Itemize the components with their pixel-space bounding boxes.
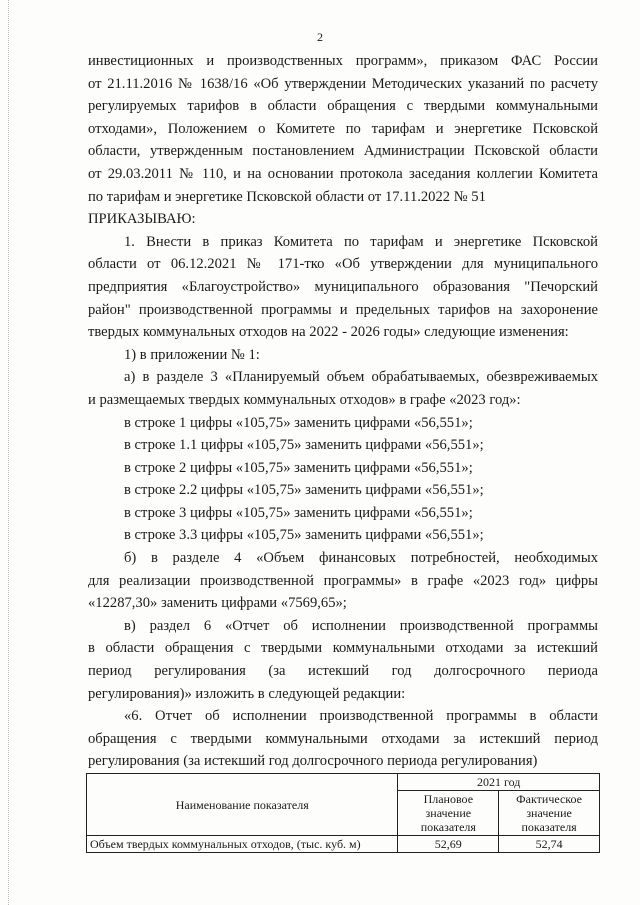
row-fact: 52,74 (499, 836, 600, 853)
section-6-line: «6. Отчет об исполнении производственной программы в области (124, 708, 598, 725)
intro-line: отходами», Положением о Комитете по тарифам и энергетике Псковской (88, 120, 598, 137)
col-plan-header: Плановое значение показателя (398, 791, 499, 836)
col-fact-header: Фактическое значение показателя (499, 791, 600, 836)
year-header: 2021 год (398, 774, 600, 791)
sub-item-a (88, 366, 598, 411)
row-name: Объем твердых коммунальных отходов, (тыс. куб. м) (87, 836, 398, 853)
row-change-item: в строке 2.2 цифры «105,75» заменить цифрами «56,551»; (124, 482, 484, 499)
sub-item-c (88, 615, 598, 705)
row-plan: 52,69 (398, 836, 499, 853)
item-1-line: области от 06.12.2021 № 171-тко «Об утверждении для муниципального (88, 256, 598, 273)
sub-item-c-line: регулирования)» изложить в следующей редакции: (88, 685, 406, 702)
page-number: 2 (317, 30, 323, 44)
sub-item-b-line: б) в разделе 4 «Объем финансовых потребностей, необходимых (124, 550, 598, 567)
section-6-line: регулирования (за истекший год долгосрочного периода регулирования) (88, 753, 538, 770)
sub-item-b (88, 547, 598, 615)
sub-item-c-line: период регулирования (за истекший год долгосрочного периода (88, 663, 598, 680)
document-body (88, 50, 598, 773)
sub-item-c-line: в) раздел 6 «Отчет об исполнении производственной программы (124, 617, 598, 634)
col-name-header: Наименование показателя (87, 774, 398, 836)
item-1-paragraph (88, 231, 598, 344)
section-6-line: обращения с твердыми коммунальными отходами за истекший период (88, 730, 598, 747)
row-change-item: в строке 1 цифры «105,75» заменить цифрами «56,551»; (124, 414, 473, 431)
intro-line: области, утвержденным постановлением Администрации Псковской области (88, 143, 598, 160)
section-6-heading (88, 705, 598, 773)
item-1-line: твердых коммунальных отходов на 2022 - 2026 годы» следующие изменения: (88, 324, 569, 341)
sub-item-a-line: а) в разделе 3 «Планируемый объем обрабатываемых, обезвреживаемых (124, 369, 598, 386)
intro-line: регулируемых тарифов в области обращения с твердыми коммунальными (88, 98, 598, 115)
row-change-item: в строке 3 цифры «105,75» заменить цифрами «56,551»; (124, 504, 473, 521)
sub-item-a-line: и размещаемых твердых коммунальных отходов» в графе «2023 год»: (88, 391, 521, 408)
sub-item-1-text: 1) в приложении № 1: (124, 346, 260, 363)
row-change-item: в строке 3.3 цифры «105,75» заменить цифрами «56,551»; (124, 527, 484, 544)
intro-paragraph (88, 50, 598, 208)
intro-line: по тарифам и энергетике Псковской области от 17.11.2022 № 51 (88, 188, 486, 205)
order-heading: ПРИКАЗЫВАЮ: (88, 211, 196, 228)
sub-item-1 (88, 344, 598, 367)
row-change-item: в строке 2 цифры «105,75» заменить цифрами «56,551»; (124, 459, 473, 476)
intro-line: инвестиционных и производственных программ», приказом ФАС России (88, 53, 598, 69)
item-1-line: район" производственной программы и предельных тарифов на захоронение (88, 301, 598, 318)
sub-item-b-line: «12287,30» заменить цифрами «7569,65»; (88, 595, 347, 612)
intro-line: от 29.03.2011 № 110, и на основании протокола заседания коллегии Комитета (88, 165, 598, 182)
sub-item-c-line: в области обращения с твердыми коммунальными отходами за истекший (88, 640, 598, 657)
item-1-line: предприятия «Благоустройство» муниципального образования "Печорский (88, 278, 598, 295)
table-row (87, 836, 600, 853)
intro-line: от 21.11.2016 № 1638/16 «Об утверждении Методических указаний по расчету (88, 75, 598, 92)
report-table (86, 773, 600, 853)
table-header-row (87, 774, 600, 791)
row-change-list (88, 412, 598, 548)
sub-item-b-line: для реализации производственной программы» в графе «2023 год» цифры (88, 572, 598, 589)
row-change-item: в строке 1.1 цифры «105,75» заменить цифрами «56,551»; (124, 437, 484, 454)
scan-margin-mark (8, 0, 13, 905)
item-1-line: 1. Внести в приказ Комитета по тарифам и энергетике Псковской (124, 233, 598, 250)
